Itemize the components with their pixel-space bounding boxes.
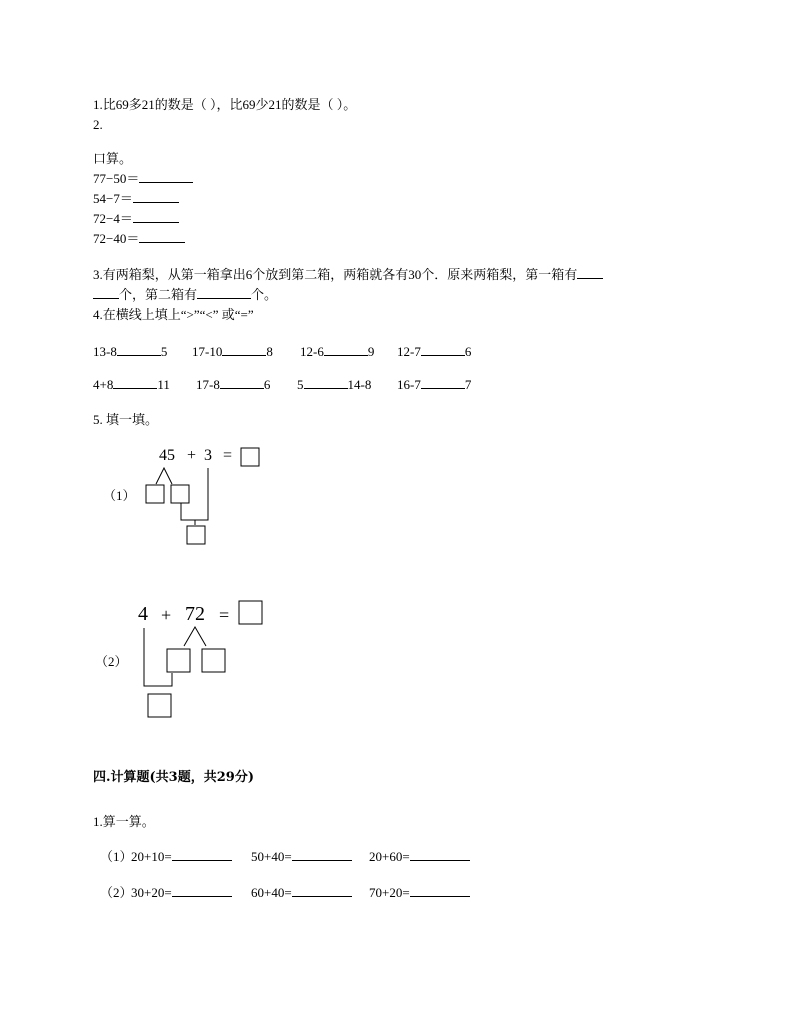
- question-1: 1.比69多21的数是（ ），比69少21的数是（ ）。: [93, 97, 357, 112]
- part-2-op: +: [161, 605, 172, 625]
- question-3-line1: 3.有两箱梨，从第一箱拿出6个放到第二箱，两箱就各有30个．原来两箱梨，第一箱有: [93, 266, 603, 284]
- oral-calc-item: 72−4＝: [93, 210, 179, 228]
- answer-blank[interactable]: [292, 884, 352, 897]
- compare-item: 16-7 7: [397, 377, 472, 392]
- answer-blank[interactable]: [172, 884, 232, 897]
- part-1-label: （1）: [103, 488, 136, 503]
- part-1-num-b: 3: [204, 447, 212, 464]
- calc-item: 20+10=: [131, 848, 232, 866]
- calc-row-1-label: （1）: [100, 849, 133, 864]
- question-3-line2: 个，第二箱有 个。: [93, 286, 277, 304]
- calc-item: 50+40=: [251, 848, 352, 866]
- question-2-number: 2.: [93, 117, 103, 132]
- calc-item: 30+20=: [131, 884, 232, 902]
- split-lines: [156, 468, 172, 484]
- compare-item: 5 14-8: [297, 377, 372, 392]
- compare-item: 13-8 5: [93, 344, 168, 359]
- compare-item: 12-6 9: [300, 344, 375, 359]
- calc-item: 60+40=: [251, 884, 352, 902]
- combine-lines: [181, 468, 208, 520]
- question-5-title: 5. 填一填。: [93, 412, 159, 427]
- answer-box[interactable]: [171, 485, 189, 503]
- calc-title: 1.算一算。: [93, 814, 155, 829]
- answer-blank[interactable]: [292, 848, 352, 861]
- split-lines: [184, 627, 206, 646]
- oral-calc-item: 77−50＝: [93, 170, 193, 188]
- part-2-num-a: 4: [138, 603, 148, 625]
- answer-box[interactable]: [146, 485, 164, 503]
- compare-item: 12-7 6: [397, 344, 472, 359]
- answer-box[interactable]: [167, 649, 190, 672]
- answer-box[interactable]: [148, 694, 171, 717]
- calc-item: 20+60=: [369, 848, 470, 866]
- answer-box[interactable]: [239, 601, 262, 624]
- compare-item: 17-10 8: [192, 344, 273, 359]
- part-2-label: （2）: [95, 654, 128, 669]
- section-4-title: 四.计算题(共3题，共29分): [93, 770, 254, 785]
- question-4-title: 4.在横线上填上“>”“<” 或“=”: [93, 307, 254, 322]
- answer-blank[interactable]: [410, 848, 470, 861]
- calc-item: 70+20=: [369, 884, 470, 902]
- part-1-num-a: 45: [159, 447, 175, 464]
- part-1-op: +: [187, 447, 197, 464]
- answer-box[interactable]: [241, 448, 259, 466]
- part-1-eq: =: [223, 447, 233, 464]
- compare-item: 17-8 6: [196, 377, 271, 392]
- oral-calc-item: 72−40＝: [93, 230, 185, 248]
- answer-blank[interactable]: [410, 884, 470, 897]
- part-2-num-b: 72: [185, 603, 205, 625]
- calc-row-2-label: （2）: [100, 885, 133, 900]
- answer-box[interactable]: [187, 526, 205, 544]
- combine-lines: [144, 628, 172, 686]
- oral-calc-item: 54−7＝: [93, 190, 179, 208]
- compare-item: 4+8 11: [93, 377, 170, 392]
- answer-blank[interactable]: [172, 848, 232, 861]
- answer-box[interactable]: [202, 649, 225, 672]
- question-2-title: 口算。: [93, 151, 133, 166]
- part-2-eq: =: [219, 605, 230, 625]
